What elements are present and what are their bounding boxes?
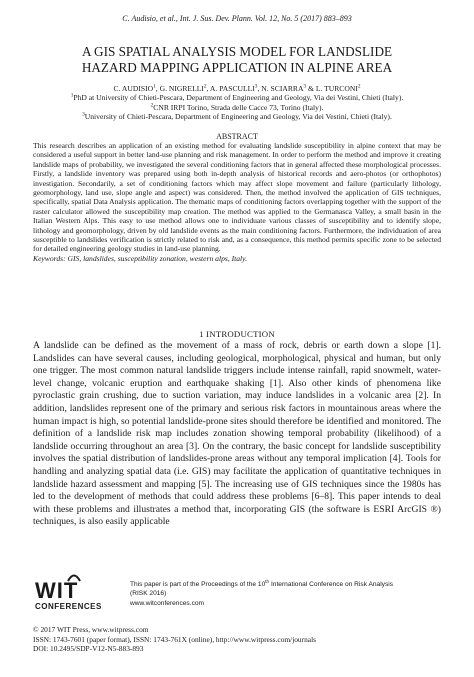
running-header: C. Audisio, et al., Int. J. Sus. Dev. Plann. Vol. 12, No. 5 (2017) 883–893 (122, 14, 352, 23)
abstract-heading: ABSTRACT (216, 132, 258, 141)
proceedings-line-1 (130, 580, 440, 589)
author-sup: 3 (303, 83, 307, 90)
affiliation-text: University of Chieti-Pescara, Department of Engineering and Geology, Via dei Vestini, Chieti (Italy). (84, 112, 392, 122)
affiliation-text: CNR IRPI Torino, Strada delle Cacce 73, Torino (Italy). (153, 102, 324, 112)
affiliation-sup: 2 (150, 102, 154, 109)
wit-conferences-logo (33, 578, 119, 614)
author-sup: 3 (254, 83, 258, 90)
affiliation-text: PhD at University of Chieti-Pescara, Department of Engineering and Geology, Via dei Vestini, Chieti (Italy). (73, 93, 404, 103)
affiliation-3 (30, 112, 444, 121)
author-block (30, 84, 444, 122)
doi-line: DOI: 10.2495/SDP-V12-N5-883-893 (33, 644, 144, 654)
author-sup: 1 (153, 83, 156, 90)
publisher-box (33, 578, 441, 614)
author-nigrelli: , G. NIGRELLI (155, 84, 204, 93)
affiliation-sup: 1 (70, 92, 74, 99)
logo-wit-text: WIT (35, 578, 79, 603)
abstract-body (33, 141, 441, 263)
proceedings-note (130, 580, 440, 608)
paper-title (30, 44, 444, 76)
abstract-text: This research describes an application of an existing method for evaluating landslide susceptibility in alpine context that may be considered a useful support in better land-use planning and risk management. In order to perform the method and improve it creating landslide maps of probability, we investigated the several conditioning factors that in general affected these morphological processes. Firstly, a landslide inventory was prepared using both in-depth analysis of historical records and aero-photos (or orthophotos) investigation. Secondarily, a set of conditioning factors which may affect slope movement and failure (particularly lithology, geomorphology, land use, slope angle and aspect) was considered. Then, the method involved the application of GIS techniques, specifically, spatial Data Analysis application. The thematic maps of conditioning factors overlapping together with the support of the raster calculator allowed the susceptibility map creation. The method was applied to the Germanasca Valley, a small basin in the Italian Western Alps. This easy to use method allows one to individuate various classes of susceptibility and to identify slope, lithology and geomorphology, driven by old landslide events as the main conditioning factors. Furthermore, the individuation of area susceptible to landslides verification is strictly related to risk and, as a consequence, this method permits specific zone to be selected for detailed engineering geology studies in land-use planning. (33, 141, 441, 254)
author-list (30, 84, 444, 93)
proceedings-text: This paper is part of the Proceedings of the 10 (130, 581, 266, 588)
author-sup: 2 (357, 83, 361, 90)
author-pasculli: , A. PASCULLI (206, 84, 255, 93)
author-sup: 2 (203, 83, 207, 90)
section-heading-introduction: 1 INTRODUCTION (199, 329, 275, 339)
title-line-2: HAZARD MAPPING APPLICATION IN ALPINE AREA (81, 60, 393, 75)
issn-line: ISSN: 1743-7601 (paper format), ISSN: 1743-761X (online), http://www.witpress.com/journals (33, 634, 316, 644)
author-sciarra: , N. SCIARRA (257, 84, 304, 93)
keywords: Keywords: GIS, landslides, susceptibility zonation, western alps, Italy. (33, 253, 248, 263)
title-line-1: A GIS SPATIAL ANALYSIS MODEL FOR LANDSLIDE (81, 44, 393, 59)
author-turconi: & L. TURCONI (306, 84, 358, 93)
footer (33, 625, 441, 654)
proceedings-text: International Conference on Risk Analysis (269, 581, 394, 588)
copyright-line: © 2017 WIT Press, www.witpress.com (33, 625, 149, 634)
witconferences-link[interactable]: www.witconferences.com (130, 599, 205, 607)
proceedings-sup: th (265, 578, 270, 584)
introduction-body: A landslide can be defined as the movement of a mass of rock, debris or earth down a slope [1]. Landslides can have several causes, including geological, morphological, physical and human, but only one trigger. The most common natural landslide triggers include intense rainfall, rapid snowmelt, water-level change, volcanic eruption and earthquake shaking [1]. Also other kinds of phenomena like pyroclastic grain crushing, due to suction variation, may induce landslides in a volcanic area [2]. In addition, landslides represent one of the primary and serious risk factors in mountainous areas where the human impact is high, so potential landslide-prone sites should therefore be identified and monitored. The definition of a landslide risk map includes zonation showing temporal probability (likelihood) of a landslide occurring throughout an area [3]. On the contrary, the basic concept for landslide susceptibility involves the spatial distribution of landslides-prone areas without any temporal implication [4]. Tools for handling and analyzing spatial data (i.e. GIS) may facilitate the application of quantitative techniques in landslide hazard assessment and mapping [5]. The increasing use of GIS techniques since the 1980s has led to the development of methods that could address these problems [6–8]. This paper intends to deal with these problems and illustrates a method that, incorporating GIS (the software is ESRI ArcGIS ®) techniques, is also easily applicable (33, 340, 441, 528)
affiliation-sup: 3 (82, 111, 85, 118)
author-audisio: C. AUDISIO (113, 84, 154, 93)
proceedings-line-2: (RISK 2016) (130, 590, 167, 598)
affiliation-1 (30, 93, 444, 102)
affiliation-2 (30, 103, 444, 112)
logo-conferences-text: CONFERENCES (35, 602, 102, 611)
